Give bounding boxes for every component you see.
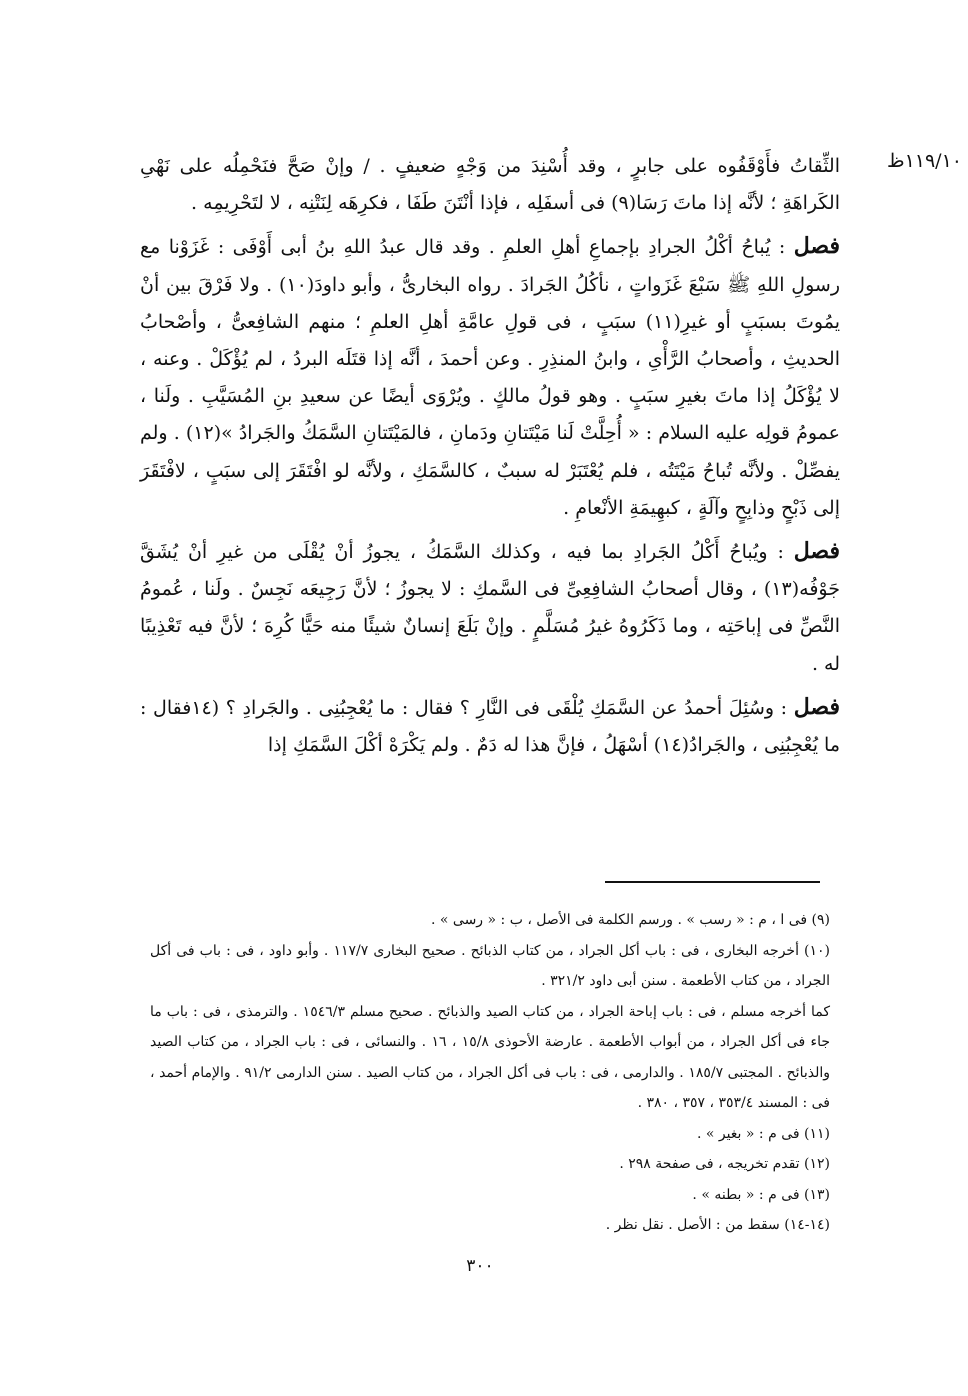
footnote: (١٣) فى م : « بطنه » .	[692, 1186, 830, 1203]
manuscript-folio-reference: ١١٩/١٠ظ	[886, 150, 962, 172]
footnotes	[150, 905, 830, 1241]
footnote: (٩) فى ا ، م : « رسب » . ورسم الكلمة فى الأصل ، ب : « رسى » .	[430, 912, 830, 928]
paragraph	[140, 689, 840, 764]
footnote: (١٢) تقدم تخريجه ، فى صفحة ٢٩٨ .	[619, 1156, 830, 1172]
paragraph	[140, 148, 840, 222]
footnote: كما أخرجه مسلم ، فى : باب إباحة الجراد ، من كتاب الصيد والذبائح . صحيح مسلم ١٥٤٦/٣ . والترمذى ، فى : باب ما جاء فى أكل الجراد ، من أبواب الأطعمة . عارضة الأحوذى ١٥/٨ ، ١٦ . والنسائى ، فى : باب الجراد ، من كتاب الصيد والذبائح . المجتبى ١٨٥/٧ . والدارمى ، فى : باب فى أكل الجراد ، من كتاب الصيد . سنن الدارمى ٩١/٢ . والإمام أحمد ، فى : المسند ٣٥٣/٤ ، ٣٥٧ ، ٣٨٠ .	[150, 1003, 830, 1111]
paragraph-text: : ويُباحُ أَكْلُ الجَرادِ بما فيه ، وكذلك السَّمَكُ ، يجوزُ أنْ يُقْلَى من غيرِ أنْ يُشَقَّ جَوْفُه(١٣) ، وقال أصحابُ الشافِعِىِّ فى السَّمكِ : لا يجوزُ ؛ لأنَّ رَجِيعَه نَجِسٌ . ولَنا ، عُمومُ النَّصِّ فى إباحَتِه ، وما ذَكَرُوهُ غيرُ مُسَلَّمٍ . وإنْ بَلَعَ إنسانٌ شيئًا منه حَيًّا كُرِهَ ؛ لأنَّ فيه تَعْذِيبًا له .	[140, 541, 840, 675]
paragraph-text: : وسُئِلَ أحمدُ عن السَّمَكِ يُلْقَى فى النَّارِ ؟ فقال : ما يُعْجِبُنِى . والجَرادِ ؟ (١٤فقال : ما يُعْجِبُنِى ، والجَرادُ(١٤) أسْهَلُ ، فإنَّ هذا له دَمٌ . ولم يَكْرَهْ أكْلَ السَّمَكِ إذا	[140, 696, 840, 757]
page-number: ٣٠٠	[466, 1256, 494, 1276]
paragraph-text: : يُباحُ أكْلُ الجرادِ بإجماعِ أهلِ العلمِ . وقد قال عبدُ اللهِ بنُ أبى أَوْفَى : غَزَوْنا مع رسولِ اللهِ ﷺ سَبْعَ غَزَواتٍ ، نأكُلُ الجَرادَ . رواه البخارىُّ ، وأبو داودَ(١٠) . ولا فَرْقَ بين أنْ يمُوتَ بسبَبٍ أو غيرِ(١١) سبَبٍ ، فى قولِ عامَّةِ أهلِ العلمِ ؛ منهم الشافِعىُّ ، وأصْحابُ الحديثِ ، وأصحابُ الرَّأْىِ ، وابنُ المنذِرِ . وعن أحمدَ ، أنَّه إذا قتَلَه البردُ ، لم يُؤْكَلْ . وعنه ، لا يُؤْكَلُ إذا ماتَ بغيرِ سبَبٍ . وهو قولُ مالكٍ . ويُرْوَى أيضًا عن سعيدِ بنِ المُسَيَّبِ . ولَنا ، عمومُ قولِه عليه السلام : « أُحِلَّتْ لَنا مَيْتَتانِ ودَمانِ ، فالمَيْتَتانِ السَّمَكُ والجَرادُ »(١٢) . ولم يفصِّلْ . ولأنَّه تُباحُ مَيْتَتُه ، فلم يُعْتَبَرْ له سببٌ ، كالسَّمَكِ ، ولأنَّه لو افْتَقَرَ إلى سبَبٍ ، لافْتَقَرَ إلى ذَبْحٍ وذابِحٍ وآلَةٍ ، كبهِيمَةِ الأنْعامِ .	[140, 236, 840, 519]
main-text	[140, 148, 840, 770]
footnote-separator	[605, 881, 820, 883]
footnote: (١٤-١٤) سقط من : الأصل . نقل نظر .	[605, 1217, 830, 1233]
footnote: (١٠) أخرجه البخارى ، فى : باب أكل الجراد ، من كتاب الذبائح . صحيح البخارى ١١٧/٧ . وأبو داود ، فى : باب فى أكل الجراد ، من كتاب الأطعمة . سنن أبى داود ٣٢١/٢ .	[150, 942, 831, 989]
section-heading: فصل	[793, 538, 840, 565]
paragraph	[140, 228, 840, 527]
paragraph-text: الثِّقاتُ فأَوْقَفُوه على جابرٍ ، وقد أُسْنِدَ من وَجْهٍ ضعيفٍ . / وإنْ صَحَّ فنَحْمِلُه على نَهْىِ الكَراهَةِ ؛ لأنَّه إذا ماتَ رَسَا(٩) فى أسفَلِه ، فإذا أنْتَنَ طَفَا ، فكرِهَه لِنَتْنِه ، لا لتَحْرِيمِه .	[140, 155, 840, 215]
footnote: (١١) فى م : « بغير » .	[696, 1125, 830, 1142]
paragraph	[140, 533, 840, 683]
section-heading: فصل	[793, 693, 840, 720]
section-heading: فصل	[793, 233, 840, 260]
